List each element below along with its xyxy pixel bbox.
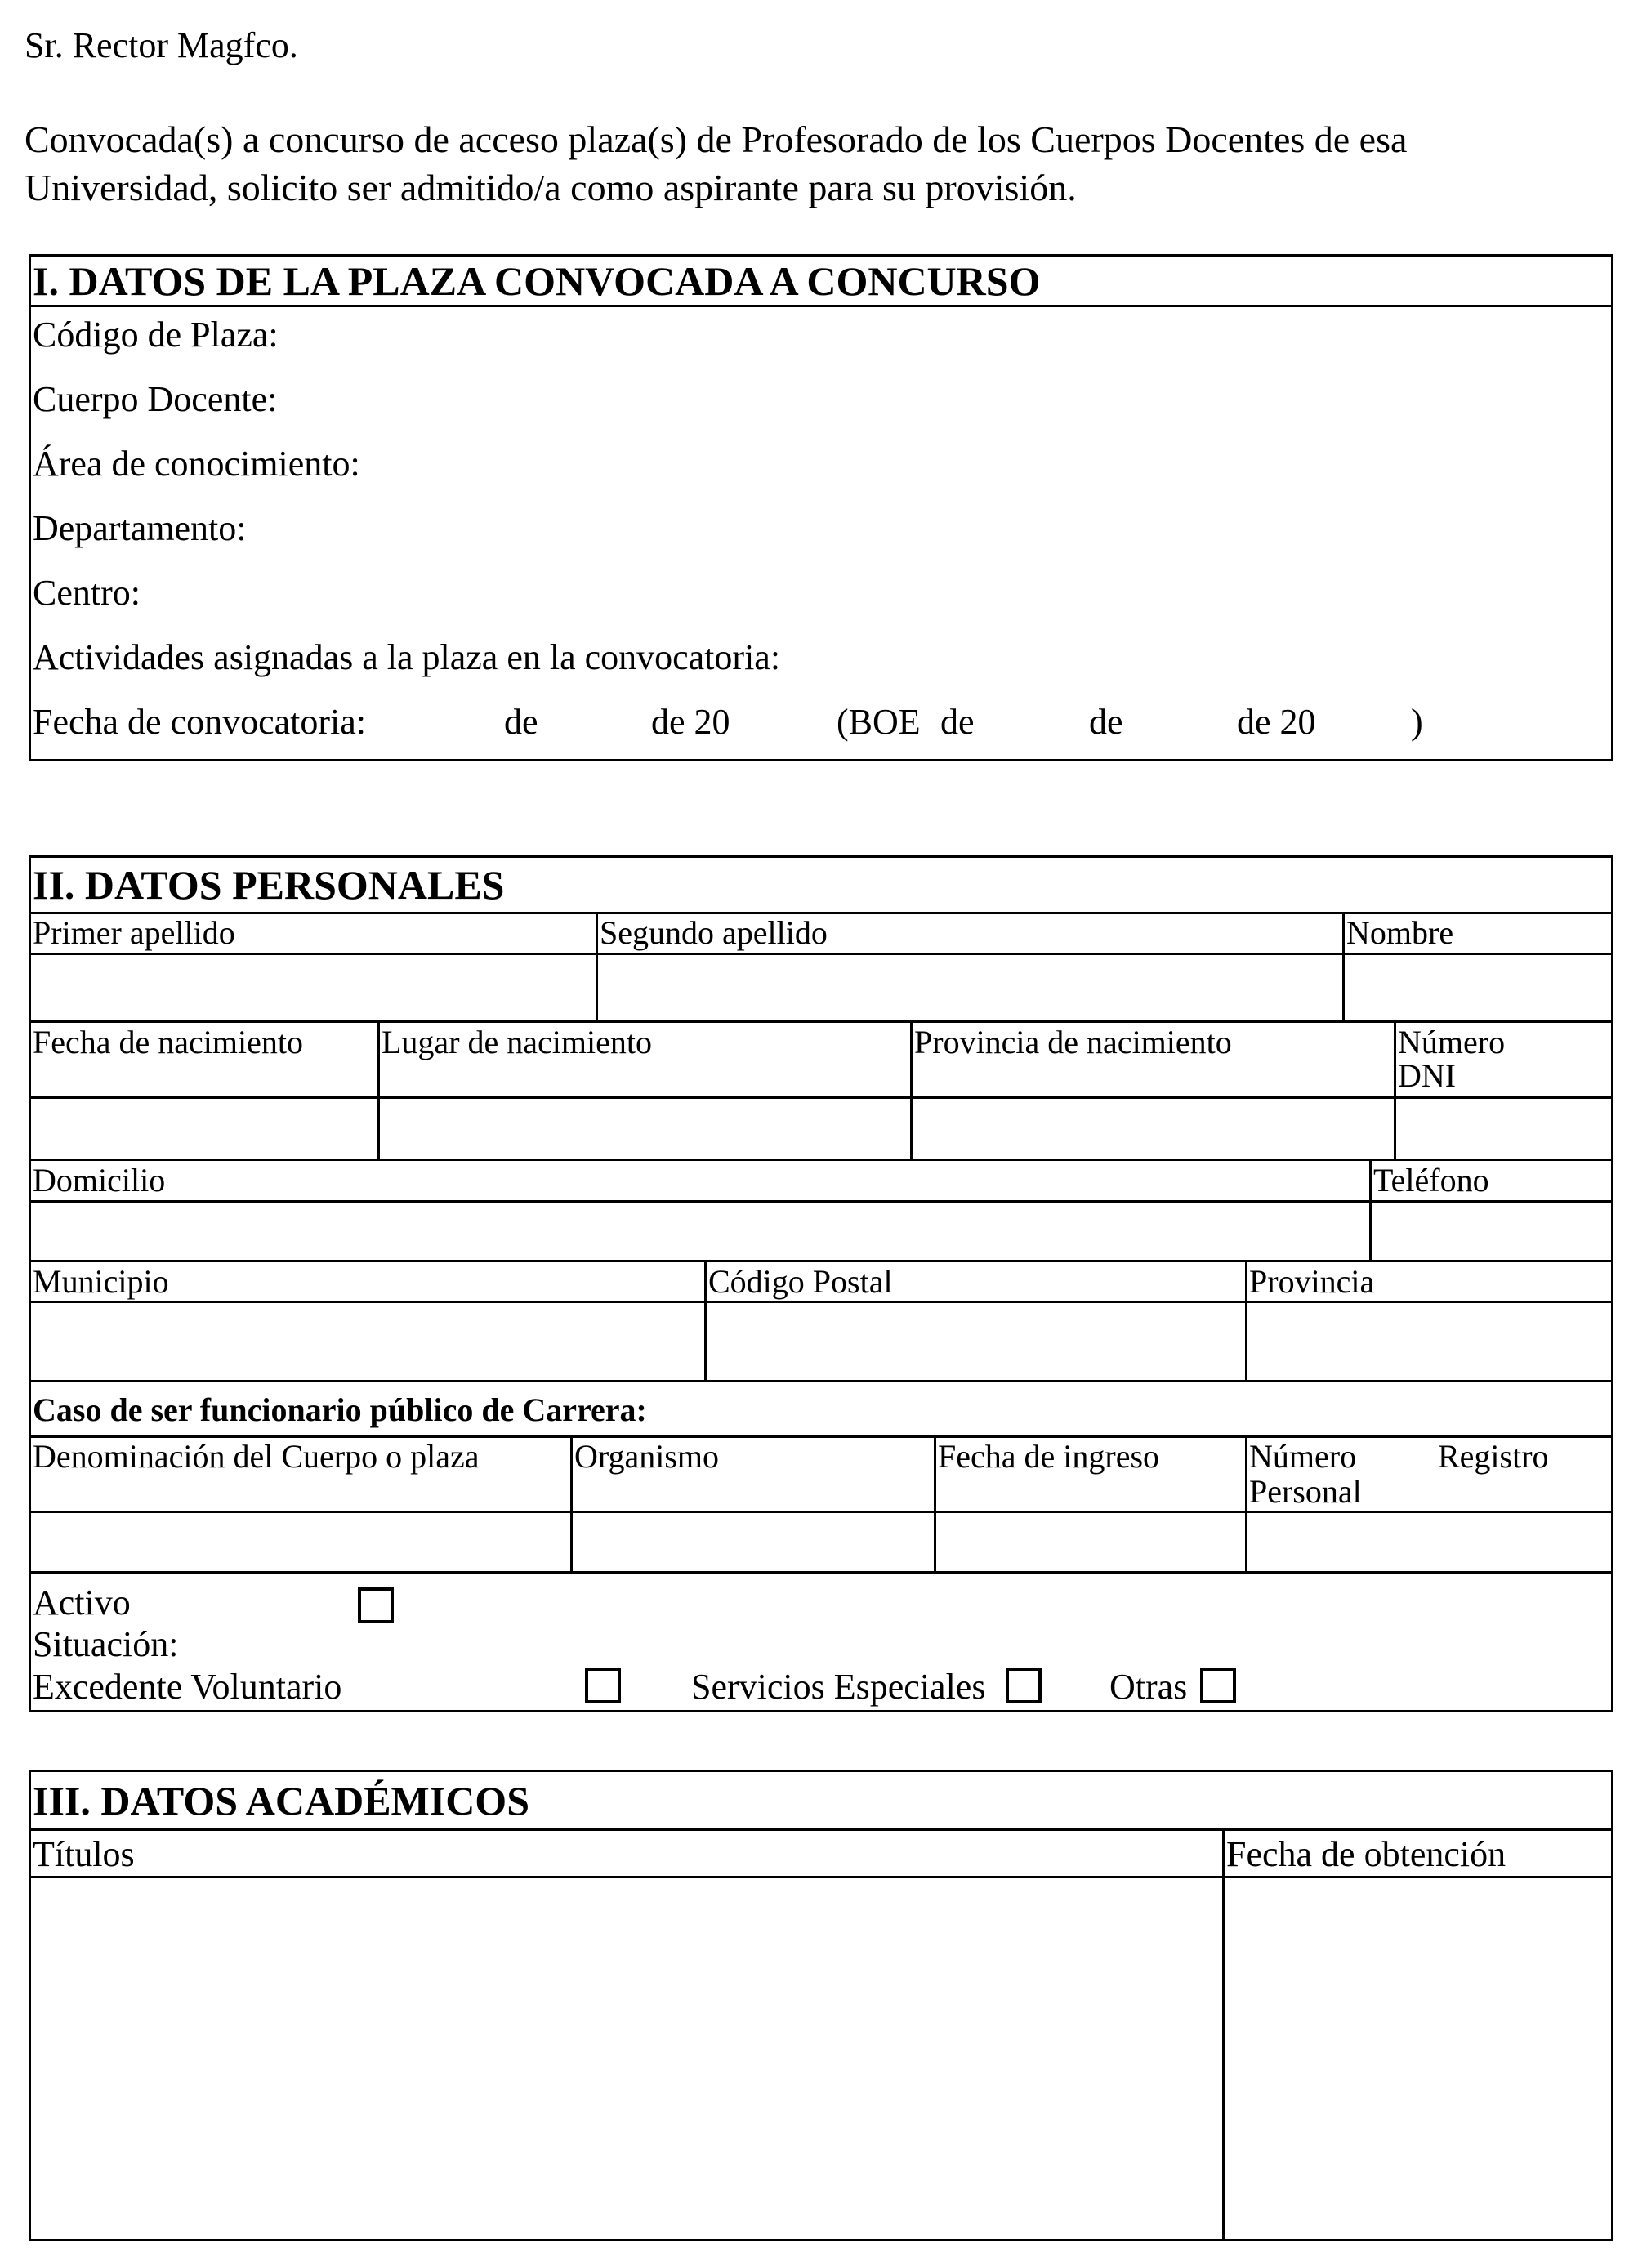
excedente-checkbox[interactable] — [585, 1668, 621, 1703]
municipio-label: Municipio — [33, 1263, 169, 1300]
numero-registro-label-personal: Personal — [1249, 1473, 1362, 1510]
situacion-label: Situación: — [33, 1624, 179, 1664]
codigo-postal-label: Código Postal — [708, 1263, 893, 1300]
servicios-especiales-checkbox[interactable] — [1006, 1668, 1042, 1703]
otras-label: Otras — [1109, 1667, 1188, 1707]
titulos-field[interactable] — [31, 1878, 1221, 2239]
divider — [29, 1380, 1613, 1382]
cuerpo-docente-label: Cuerpo Docente: — [33, 379, 278, 419]
divider — [29, 1828, 1613, 1831]
domicilio-label: Domicilio — [33, 1162, 166, 1199]
fecha-de-1: de — [504, 702, 538, 742]
organismo-label: Organismo — [574, 1438, 720, 1475]
divider — [1369, 1159, 1372, 1260]
codigo-plaza-label: Código de Plaza: — [33, 315, 279, 355]
departamento-field[interactable] — [261, 507, 1601, 556]
divider — [934, 1435, 936, 1571]
fecha-de-20: de 20 — [651, 702, 730, 742]
divider — [377, 1020, 380, 1159]
provincia-field[interactable] — [1248, 1303, 1611, 1379]
provincia-nacimiento-field[interactable] — [913, 1099, 1393, 1158]
area-conocimiento-field[interactable] — [376, 442, 1601, 491]
telefono-field[interactable] — [1372, 1203, 1611, 1259]
boe-de-2: de — [1089, 702, 1123, 742]
divider — [704, 1260, 707, 1380]
denominacion-label: Denominación del Cuerpo o plaza — [33, 1438, 480, 1475]
nombre-field[interactable] — [1346, 955, 1611, 1020]
boe-de-1: de — [940, 702, 975, 742]
fecha-ingreso-field[interactable] — [937, 1513, 1244, 1570]
divider — [1222, 1828, 1225, 2241]
primer-apellido-field[interactable] — [31, 955, 595, 1020]
telefono-label: Teléfono — [1373, 1162, 1489, 1199]
boe-close: ) — [1411, 702, 1423, 742]
fecha-nacimiento-label: Fecha de nacimiento — [33, 1024, 303, 1060]
provincia-nacimiento-label: Provincia de nacimiento — [914, 1024, 1232, 1060]
activo-label: Activo — [33, 1583, 131, 1623]
section-2-title: II. DATOS PERSONALES — [33, 862, 505, 908]
organismo-field[interactable] — [574, 1513, 933, 1570]
lugar-nacimiento-label: Lugar de nacimiento — [382, 1024, 652, 1060]
divider — [570, 1435, 573, 1571]
divider — [1245, 1260, 1247, 1380]
departamento-label: Departamento: — [33, 508, 247, 548]
otras-checkbox[interactable] — [1200, 1668, 1236, 1703]
divider — [1394, 1020, 1396, 1159]
centro-label: Centro: — [33, 573, 141, 613]
divider — [29, 1260, 1613, 1262]
divider — [596, 912, 598, 1020]
intro-line-1: Convocada(s) a concurso de acceso plaza(s) de Profesorado de los Cuerpos Docentes de esa — [25, 118, 1408, 160]
funcionario-heading: Caso de ser funcionario público de Carrera: — [33, 1391, 647, 1428]
fecha-dia-field[interactable] — [384, 700, 498, 748]
provincia-label: Provincia — [1249, 1263, 1375, 1300]
section-1-title: I. DATOS DE LA PLAZA CONVOCADA A CONCURSO — [33, 258, 1041, 304]
numero-registro-label-registro: Registro — [1438, 1438, 1549, 1475]
boe-mes-2-field[interactable] — [1127, 700, 1230, 748]
fecha-obtencion-label: Fecha de obtención — [1226, 1834, 1506, 1874]
boe-open: (BOE — [837, 702, 921, 742]
area-conocimiento-label: Área de conocimiento: — [33, 444, 360, 484]
actividades-field[interactable] — [809, 636, 1601, 685]
lugar-nacimiento-field[interactable] — [381, 1099, 909, 1158]
fecha-ingreso-label: Fecha de ingreso — [938, 1438, 1160, 1475]
divider — [29, 1571, 1613, 1574]
divider — [1342, 912, 1345, 1020]
numero-registro-label-numero: Número — [1249, 1438, 1357, 1475]
numero-dni-label-line1: Número — [1398, 1024, 1506, 1060]
denominacion-field[interactable] — [31, 1513, 569, 1570]
divider — [910, 1020, 913, 1159]
codigo-postal-field[interactable] — [707, 1303, 1244, 1379]
divider — [1245, 1435, 1247, 1571]
codigo-plaza-field[interactable] — [294, 313, 1601, 362]
titulos-label: Títulos — [33, 1834, 135, 1874]
numero-dni-label-line2: DNI — [1398, 1057, 1457, 1094]
divider — [29, 1020, 1613, 1023]
segundo-apellido-field[interactable] — [599, 955, 1341, 1020]
municipio-field[interactable] — [31, 1303, 703, 1379]
cuerpo-docente-field[interactable] — [294, 377, 1601, 426]
fecha-convocatoria-label: Fecha de convocatoria: — [33, 702, 367, 742]
fecha-anio-field[interactable] — [735, 700, 825, 748]
nombre-label: Nombre — [1346, 914, 1454, 951]
activo-checkbox[interactable] — [358, 1587, 394, 1623]
excedente-label: Excedente Voluntario — [33, 1667, 342, 1707]
fecha-nacimiento-field[interactable] — [31, 1099, 377, 1158]
fecha-obtencion-field[interactable] — [1225, 1878, 1611, 2239]
centro-field[interactable] — [163, 571, 1601, 620]
divider — [29, 1159, 1613, 1161]
primer-apellido-label: Primer apellido — [33, 914, 235, 951]
intro-line-2: Universidad, solicito ser admitido/a como aspirante para su provisión. — [25, 167, 1077, 208]
numero-registro-field[interactable] — [1248, 1513, 1611, 1570]
boe-de-20: de 20 — [1237, 702, 1316, 742]
fecha-mes-field[interactable] — [539, 700, 645, 748]
boe-anio-field[interactable] — [1323, 700, 1405, 748]
servicios-especiales-label: Servicios Especiales — [691, 1667, 986, 1707]
numero-dni-field[interactable] — [1397, 1099, 1611, 1158]
domicilio-field[interactable] — [31, 1203, 1368, 1259]
actividades-label: Actividades asignadas a la plaza en la convocatoria: — [33, 637, 781, 677]
divider — [29, 305, 1613, 307]
section-3-title: III. DATOS ACADÉMICOS — [33, 1778, 530, 1824]
boe-mes-field[interactable] — [980, 700, 1082, 748]
salutation: Sr. Rector Magfco. — [25, 25, 298, 65]
segundo-apellido-label: Segundo apellido — [600, 914, 828, 951]
